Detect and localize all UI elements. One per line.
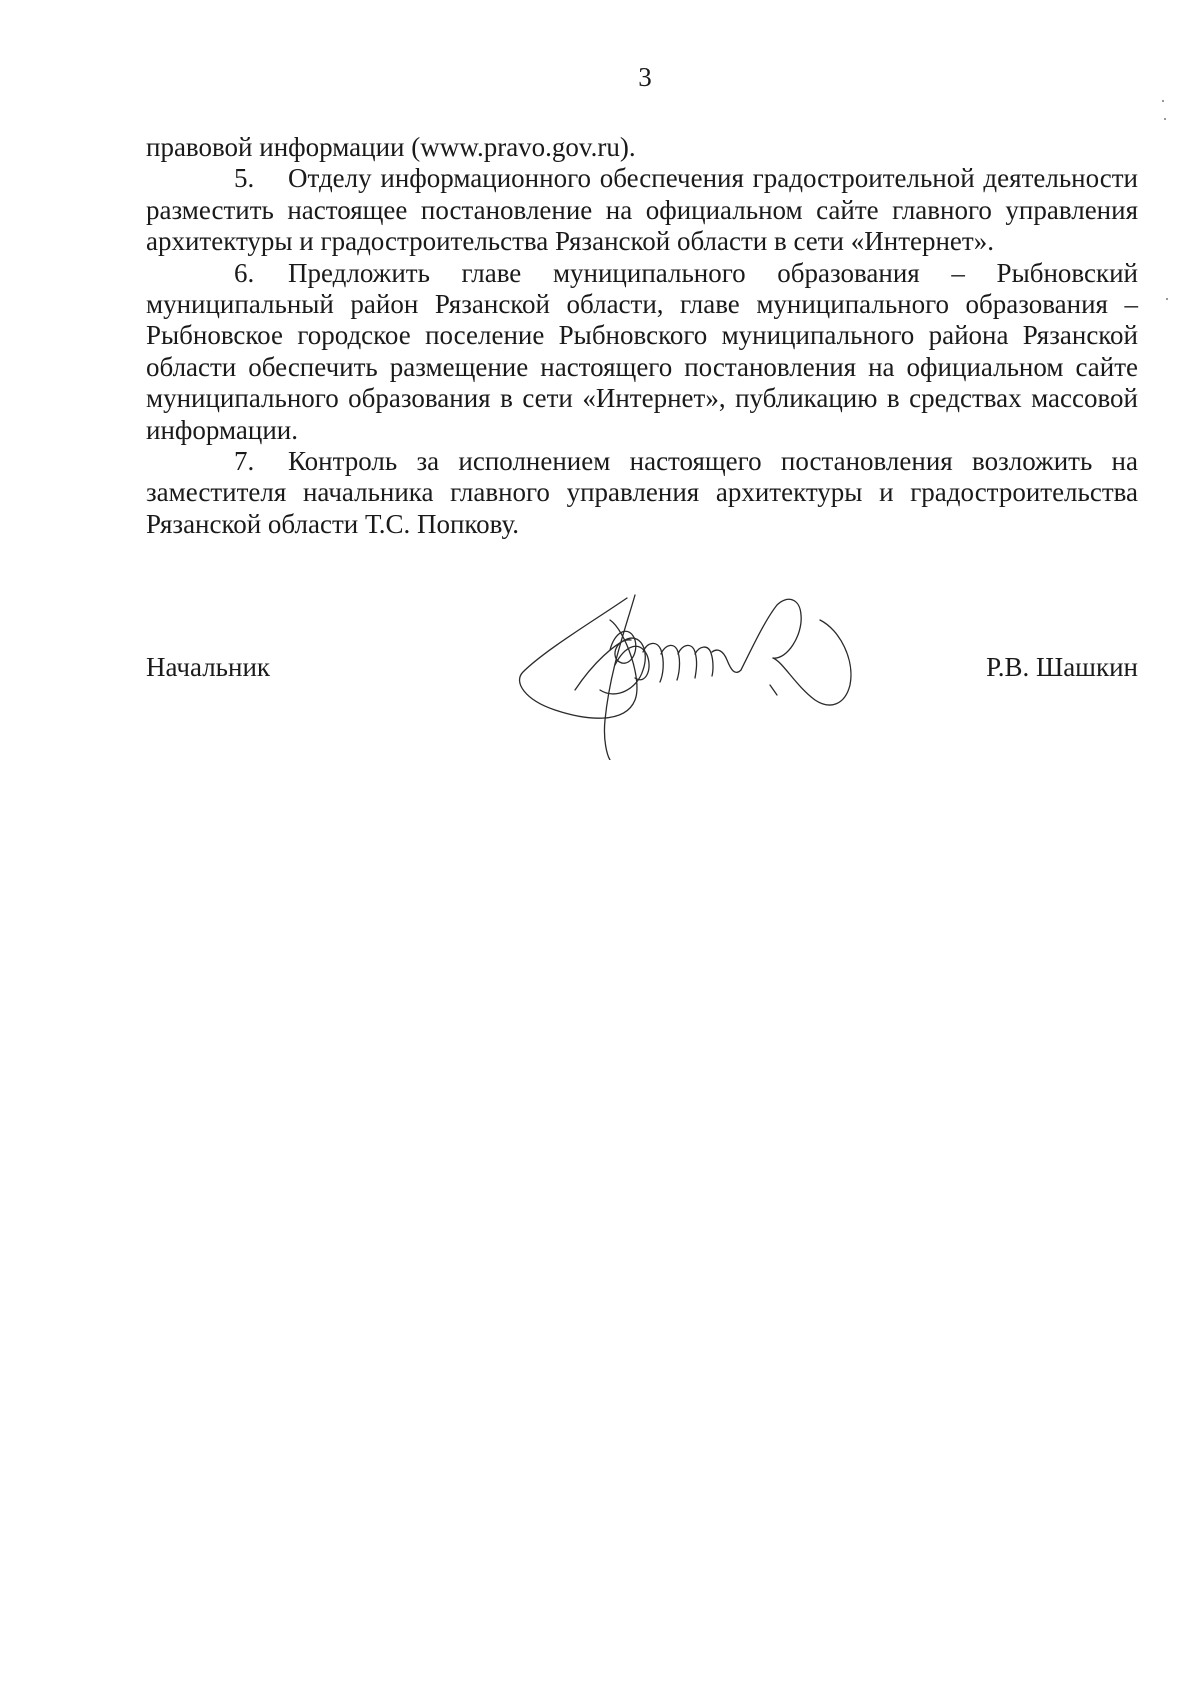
list-item-7 xyxy=(146,446,1138,540)
document-body xyxy=(146,132,1138,540)
handwritten-signature xyxy=(515,590,895,760)
signatory-name: Р.В. Шашкин xyxy=(986,652,1138,682)
item-number: 6. xyxy=(234,257,255,288)
scan-speck xyxy=(1162,100,1164,102)
item-text: Предложить главе муниципального образования – Рыбновский муниципальный район Рязанской области, главе муниципального образования – Рыбновское городское поселение Рыбновского муниципального района Рязанской области обеспечить размещение настоящего постановления на официальном сайте муниципального образования в сети «Интернет», публикацию в средствах массовой информации. xyxy=(146,257,1138,445)
scan-speck xyxy=(1164,118,1166,120)
signatory-role: Начальник xyxy=(146,652,271,682)
item-text: Отделу информационного обеспечения градостроительной деятельности разместить настоящее постановление на официальном сайте главного управления архитектуры и градостроительства Рязанской области в сети «Интернет». xyxy=(146,163,1138,257)
list-item-5 xyxy=(146,163,1138,257)
list-item-6 xyxy=(146,258,1138,446)
item-number: 5. xyxy=(234,163,255,194)
page-number: 3 xyxy=(638,62,652,92)
item-number: 7. xyxy=(234,446,255,477)
item-text: Контроль за исполнением настоящего постановления возложить на заместителя начальника главного управления архитектуры и градостроительства Рязанской области Т.С. Попкову. xyxy=(146,446,1138,539)
continuation-paragraph: правовой информации (www.pravo.gov.ru). xyxy=(146,132,636,162)
scan-speck xyxy=(1166,298,1168,300)
